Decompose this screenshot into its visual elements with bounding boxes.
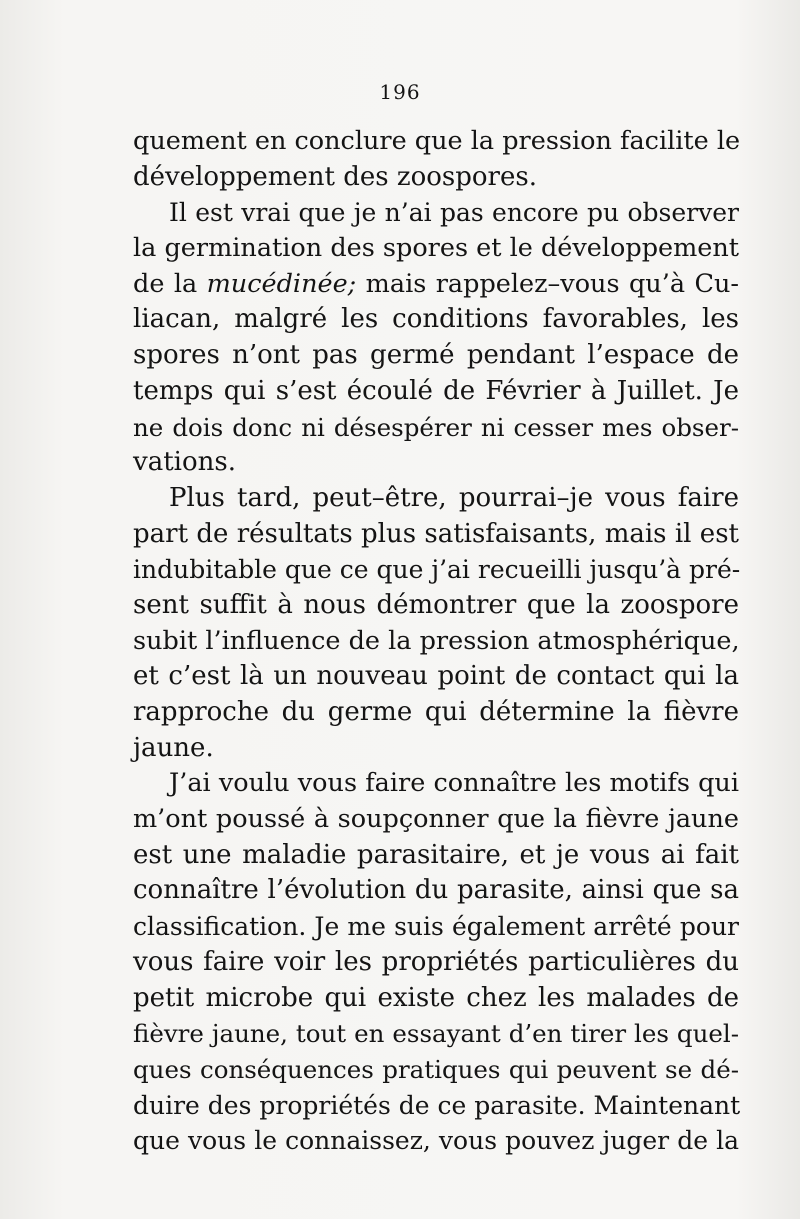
text-line: duire des propriétés de ce parasite. Maintenant	[133, 1090, 741, 1120]
text-line: m’ont poussé à soupçonner que la fièvre jaune	[133, 804, 739, 835]
text-line: et c’est là un nouveau point de contact qui la	[133, 661, 739, 692]
body-text	[133, 124, 739, 1159]
text-line: la germination des spores et le développement	[133, 233, 740, 264]
text-line: quement en conclure que la pression facilite le	[133, 126, 741, 156]
text-line: J’ai voulu vous faire connaître les motifs qui	[169, 768, 739, 799]
text-line: classification. Je me suis également arrêté pour	[133, 912, 739, 942]
text-line: subit l’influence de la pression atmosphérique,	[133, 625, 740, 656]
text-line: vations.	[133, 447, 236, 478]
italic-term: mucédinée;	[206, 268, 357, 299]
text-line: Plus tard, peut–être, pourrai–je vous faire	[169, 482, 739, 513]
text-line	[133, 267, 739, 303]
text-line: Il est vrai que je n’ai pas encore pu observer	[169, 198, 739, 228]
text-line: fièvre jaune, tout en essayant d’en tirer les quel-	[133, 1019, 739, 1049]
page-number: 196	[379, 80, 421, 104]
text-line: ne dois donc ni désespérer ni cesser mes obser-	[133, 412, 739, 442]
text-line: indubitable que ce que j’ai recueilli jusqu’à pré-	[133, 555, 741, 585]
text-line: ques conséquences pratiques qui peuvent se dé-	[133, 1054, 739, 1084]
text-line: temps qui s’est écoulé de Février à Juillet. Je	[133, 375, 739, 406]
text-line: connaître l’évolution du parasite, ainsi que sa	[133, 875, 739, 906]
text-line: que vous le connaissez, vous pouvez juger de la	[133, 1126, 739, 1156]
text-line: liacan, malgré les conditions favorables, les	[133, 304, 739, 335]
text-segment: de la	[133, 268, 207, 299]
text-line: part de résultats plus satisfaisants, mais il est	[133, 518, 739, 549]
text-segment: mais rappelez–vous qu’à Cu-	[356, 268, 739, 299]
text-line: petit microbe qui existe chez les malades de	[133, 982, 739, 1013]
text-line: vous faire voir les propriétés particulières du	[133, 946, 739, 977]
text-line: développement des zoospores.	[133, 161, 537, 192]
text-line: rapproche du germe qui détermine la fièvre	[133, 697, 739, 727]
text-line: est une maladie parasitaire, et je vous ai fait	[133, 839, 739, 870]
text-line: sent suffit à nous démontrer que la zoospore	[133, 589, 739, 620]
text-line: spores n’ont pas germé pendant l’espace de	[133, 340, 739, 371]
text-line: jaune.	[133, 732, 214, 763]
